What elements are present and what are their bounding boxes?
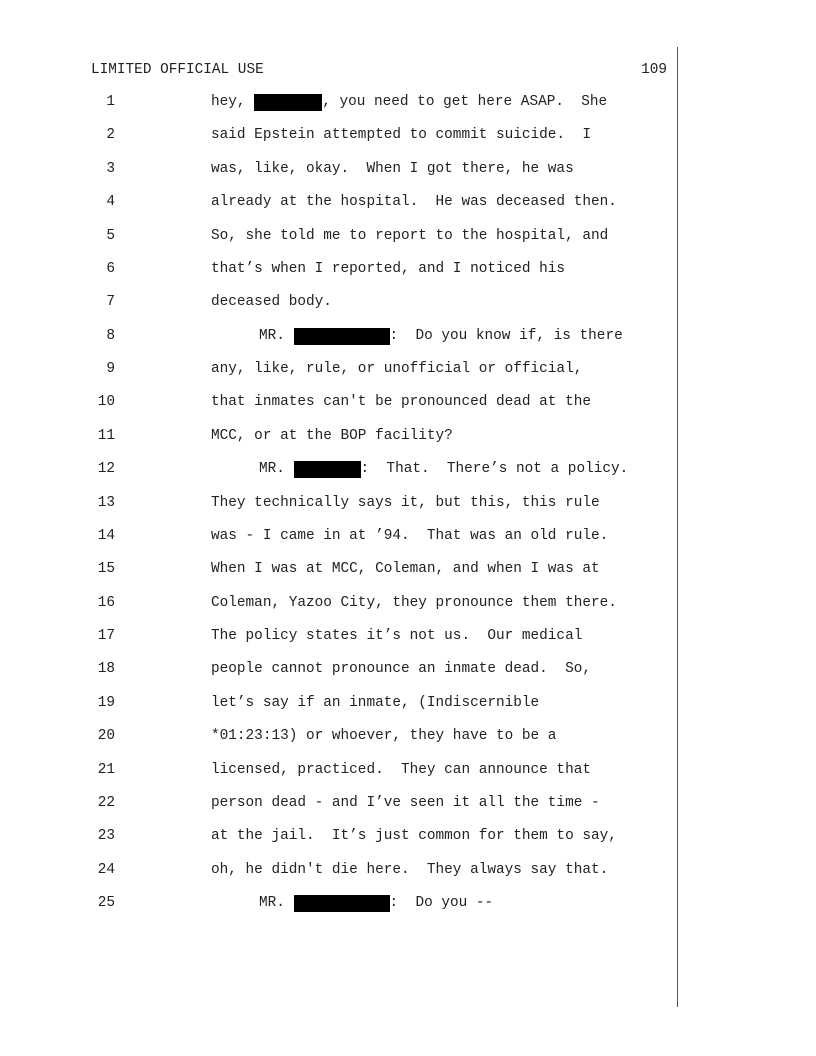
transcript-line <box>0 595 816 628</box>
transcript-line <box>0 228 816 261</box>
line-text <box>211 94 607 111</box>
line-number: 17 <box>97 628 115 644</box>
transcript-line <box>0 127 816 160</box>
speaker-prefix: MR. <box>259 895 294 911</box>
classification-header: LIMITED OFFICIAL USE <box>91 62 264 78</box>
line-text: that’s when I reported, and I noticed his <box>211 260 566 277</box>
line-text <box>259 895 493 912</box>
transcript-line <box>0 528 816 561</box>
line-text-after: : That. There’s not a policy. <box>360 461 629 478</box>
line-text: any, like, rule, or unofficial or official, <box>211 361 583 377</box>
line-text-after: : Do you know if, is there <box>389 327 623 344</box>
line-text-before: hey, <box>211 94 255 110</box>
line-text-after: , you need to get here ASAP. She <box>322 94 608 110</box>
transcript-line <box>0 561 816 594</box>
transcript-line <box>0 828 816 861</box>
line-text: was, like, okay. When I got there, he was <box>211 160 574 177</box>
transcript-line <box>0 495 816 528</box>
transcript-line <box>0 461 816 494</box>
transcript-line <box>0 862 816 895</box>
transcript-line <box>0 294 816 327</box>
transcript-lines <box>0 94 816 928</box>
transcript-line <box>0 394 816 427</box>
page-number: 109 <box>641 62 667 78</box>
transcript-line <box>0 328 816 361</box>
transcript-line <box>0 762 816 795</box>
line-number: 16 <box>97 594 115 611</box>
line-number: 24 <box>97 861 115 878</box>
line-number: 11 <box>97 427 115 444</box>
line-text: So, she told me to report to the hospital, and <box>211 227 609 244</box>
transcript-line <box>0 194 816 227</box>
line-text: Coleman, Yazoo City, they pronounce them there. <box>211 594 617 611</box>
line-text: at the jail. It’s just common for them to say, <box>211 828 617 845</box>
transcript-line <box>0 795 816 828</box>
line-text: people cannot pronounce an inmate dead. So, <box>211 661 591 678</box>
line-number: 12 <box>97 461 115 478</box>
transcript-line <box>0 428 816 461</box>
line-text: let’s say if an inmate, (Indiscernible <box>211 694 540 711</box>
line-text: deceased body. <box>211 294 332 311</box>
line-number: 22 <box>97 794 115 811</box>
line-number: 23 <box>97 828 115 845</box>
line-text: that inmates can't be pronounced dead at the <box>211 394 591 411</box>
redaction-box <box>294 328 390 345</box>
redaction-box <box>294 895 390 912</box>
line-text: was - I came in at ’94. That was an old rule. <box>211 527 609 544</box>
transcript-line <box>0 261 816 294</box>
line-text: The policy states it’s not us. Our medical <box>211 628 583 644</box>
transcript-line <box>0 895 816 928</box>
transcript-line <box>0 628 816 661</box>
line-number: 25 <box>97 895 115 911</box>
line-number: 9 <box>106 361 115 377</box>
transcript-line <box>0 695 816 728</box>
line-text: When I was at MCC, Coleman, and when I was at <box>211 561 600 578</box>
line-text <box>259 328 623 345</box>
line-number: 14 <box>97 527 115 544</box>
line-text: already at the hospital. He was deceased then. <box>211 194 617 211</box>
transcript-line <box>0 94 816 127</box>
line-text: person dead - and I’ve seen it all the time - <box>211 794 600 811</box>
line-text: *01:23:13) or whoever, they have to be a <box>211 728 557 745</box>
line-number: 13 <box>97 494 115 511</box>
line-number: 8 <box>106 327 115 344</box>
line-number: 5 <box>106 227 115 244</box>
line-number: 10 <box>97 394 115 411</box>
line-text: They technically says it, but this, this rule <box>211 494 600 511</box>
redaction-box <box>254 94 322 111</box>
line-number: 4 <box>106 194 115 211</box>
line-number: 21 <box>97 761 115 778</box>
line-number: 20 <box>97 728 115 745</box>
line-number: 1 <box>106 94 115 110</box>
line-text: MCC, or at the BOP facility? <box>211 427 453 444</box>
line-text: said Epstein attempted to commit suicide. I <box>211 127 591 144</box>
line-number: 18 <box>97 661 115 678</box>
line-number: 6 <box>106 260 115 277</box>
redaction-box <box>294 461 361 478</box>
line-text: licensed, practiced. They can announce that <box>211 761 591 778</box>
transcript-line <box>0 161 816 194</box>
line-number: 7 <box>106 294 115 311</box>
line-number: 19 <box>97 694 115 711</box>
transcript-line <box>0 728 816 761</box>
line-text-after: : Do you -- <box>389 895 494 911</box>
line-text <box>259 461 628 478</box>
speaker-prefix: MR. <box>259 327 294 344</box>
line-number: 3 <box>106 160 115 177</box>
line-number: 2 <box>106 127 115 144</box>
line-text: oh, he didn't die here. They always say that. <box>211 861 609 878</box>
speaker-prefix: MR. <box>259 461 294 478</box>
transcript-line <box>0 361 816 394</box>
line-number: 15 <box>97 561 115 578</box>
transcript-line <box>0 661 816 694</box>
